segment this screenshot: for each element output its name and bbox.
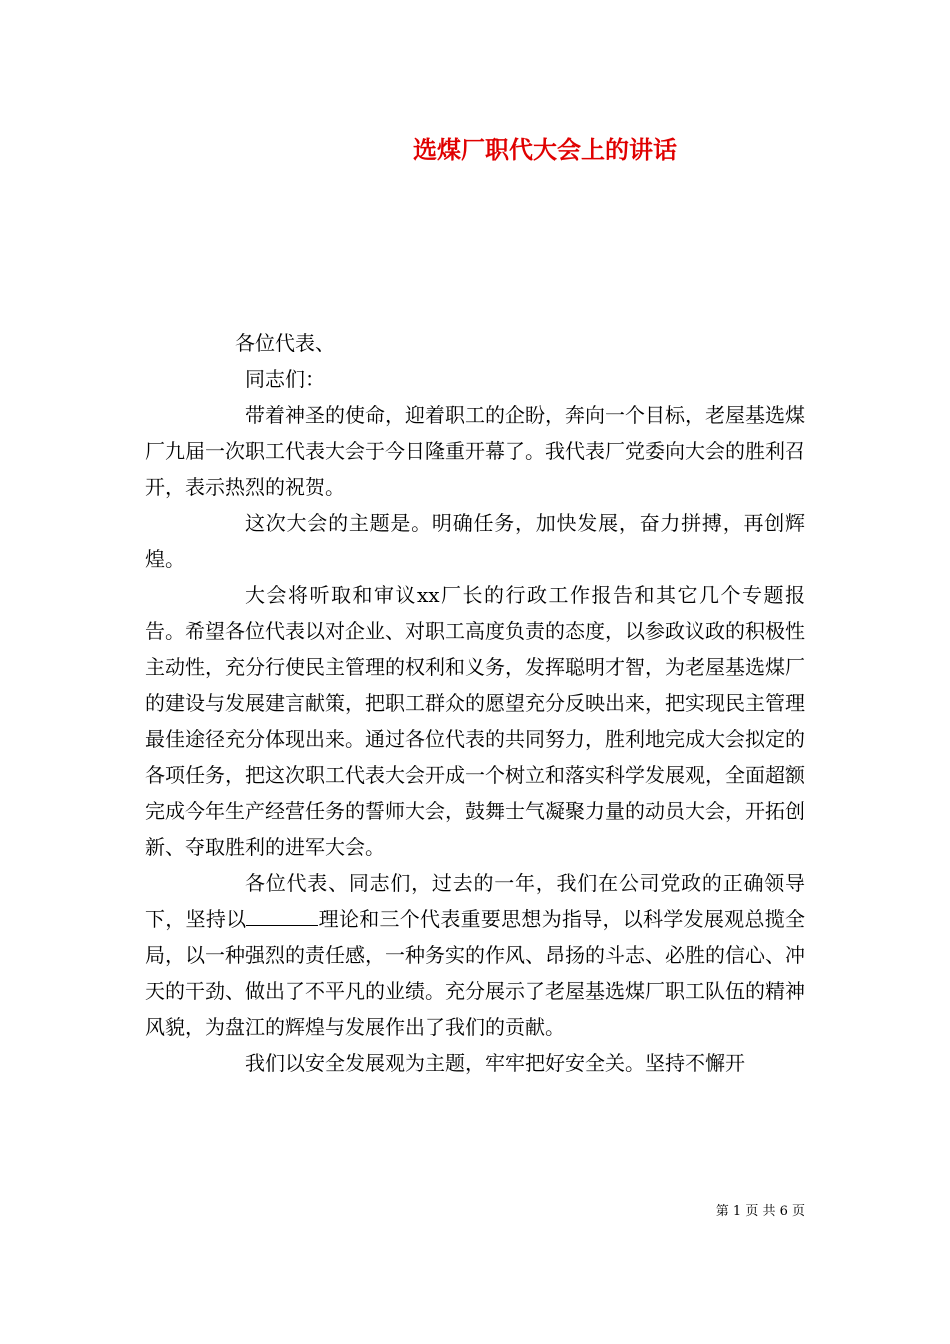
fill-in-blank xyxy=(246,905,318,926)
paragraph-2: 这次大会的主题是。明确任务，加快发展，奋力拼搏，再创辉煌。 xyxy=(145,511,805,571)
page-number-footer: 第 1 页 共 6 页 xyxy=(715,1204,805,1219)
paragraph-3: 大会将听取和审议xx厂长的行政工作报告和其它几个专题报告。希望各位代表以对企业、对职工高度负责的态度，以参政议政的积极性主动性，充分行使民主管理的权利和义务，发挥聪明才智，为老屋基选煤厂的建设与发展建言献策，把职工群众的愿望充分反映出来，把实现民主管理最佳途径充分体现出来。通过各位代表的共同努力，胜利地完成大会拟定的各项任务，把这次职工代表大会开成一个树立和落实科学发展观，全面超额完成今年生产经营任务的誓师大会，鼓舞士气凝聚力量的动员大会，开拓创新、夺取胜利的进军大会。 xyxy=(145,583,805,859)
paragraph-1: 带着神圣的使命，迎着职工的企盼，奔向一个目标，老屋基选煤厂九届一次职工代表大会于今日隆重开幕了。我代表厂党委向大会的胜利召开，表示热烈的祝贺。 xyxy=(145,403,805,499)
salutation-line-2: 同志们： xyxy=(245,367,325,391)
document-body xyxy=(145,325,805,1081)
document-title: 选煤厂职代大会上的讲话 xyxy=(413,135,677,164)
paragraph-4 xyxy=(145,865,805,1045)
paragraph-5: 我们以安全发展观为主题，牢牢把好安全关。坚持不懈开 xyxy=(245,1051,745,1075)
paragraph-4-part-2: 理论和三个代表重要思想为指导，以科学发展观总揽全局，以一种强烈的责任感，一种务实的作风、昂扬的斗志、必胜的信心、冲天的干劲、做出了不平凡的业绩。充分展示了老屋基选煤厂职工队伍的精神风貌，为盘江的辉煌与发展作出了我们的贡献。 xyxy=(145,907,806,1039)
salutation-line-1: 各位代表、 xyxy=(235,331,335,355)
paragraph-4-part-1: 各位代表、同志们，过去的一年，我们在公司党政的正确领导下，坚持以 xyxy=(145,871,805,931)
